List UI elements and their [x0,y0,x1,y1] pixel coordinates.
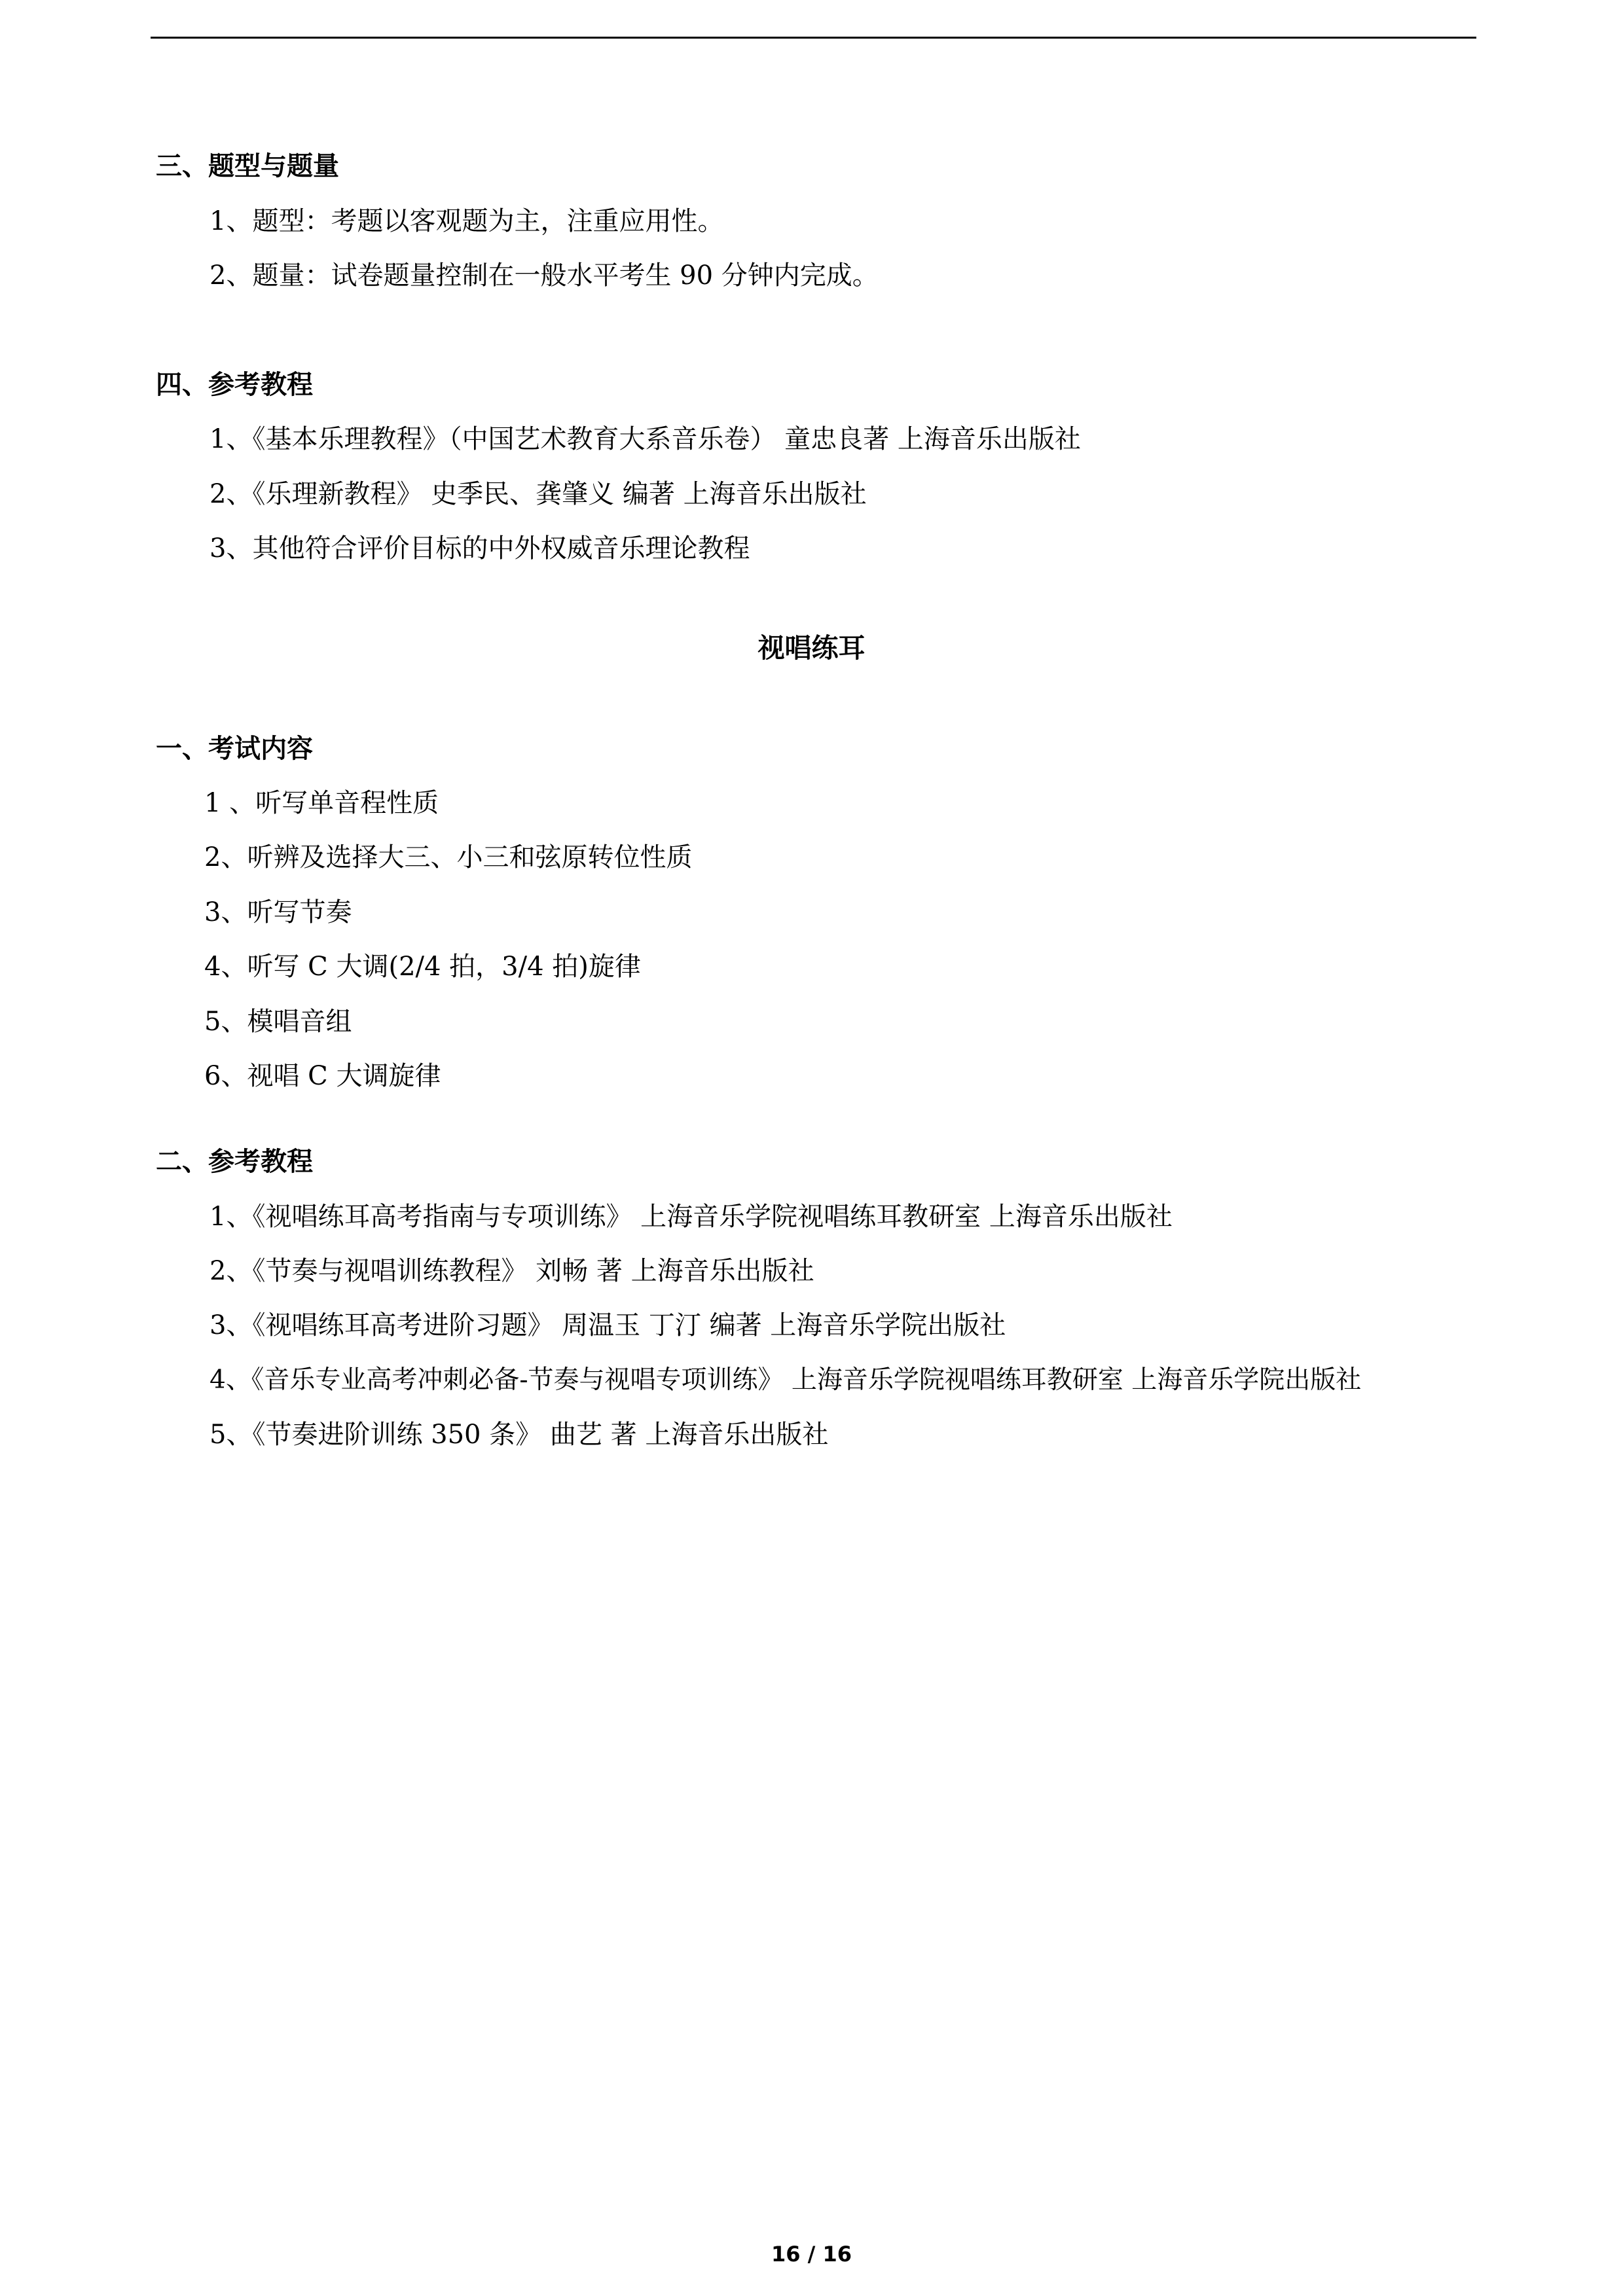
section3-heading: 三、题型与题量 [156,151,339,181]
exam-content-item-3: 3、听写节奏 [204,897,352,927]
section4-item-2: 2、《乐理新教程》 史季民、龚肇义 编著 上海音乐出版社 [210,479,867,509]
reference-item-5: 5、《节奏进阶训练 350 条》 曲艺 著 上海音乐出版社 [210,1420,829,1450]
section3-item-2: 2、题量：试卷题量控制在一般水平考生 90 分钟内完成。 [210,260,879,291]
exam-content-item-2: 2、听辨及选择大三、小三和弦原转位性质 [204,842,693,872]
exam-content-item-6: 6、视唱 C 大调旋律 [204,1061,441,1091]
exam-content-item-1: 1 、听写单音程性质 [204,788,439,818]
section4-item-3: 3、其他符合评价目标的中外权威音乐理论教程 [210,533,750,564]
section4-item-1: 1、《基本乐理教程》（中国艺术教育大系音乐卷） 童忠良著 上海音乐出版社 [210,424,1081,454]
exam-content-item-5: 5、模唱音组 [204,1007,352,1037]
page-number: 16 / 16 [771,2242,852,2267]
reference-item-4: 4、《音乐专业高考冲刺必备-节奏与视唱专项训练》 上海音乐学院视唱练耳教研室 上海音乐学院出版社 [210,1365,1362,1395]
section3-item-1: 1、题型：考题以客观题为主，注重应用性。 [210,206,724,236]
exam-content-item-4: 4、听写 C 大调(2/4 拍，3/4 拍)旋律 [204,952,641,982]
exam-content-heading: 一、考试内容 [156,734,313,764]
section4-heading: 四、参考教程 [156,370,313,400]
reference-item-1: 1、《视唱练耳高考指南与专项训练》 上海音乐学院视唱练耳教研室 上海音乐出版社 [210,1202,1173,1232]
header-rule [151,37,1476,39]
references-heading: 二、参考教程 [156,1147,313,1177]
solfege-title: 视唱练耳 [757,632,866,664]
reference-item-3: 3、《视唱练耳高考进阶习题》 周温玉 丁汀 编著 上海音乐学院出版社 [210,1310,1006,1340]
reference-item-2: 2、《节奏与视唱训练教程》 刘畅 著 上海音乐出版社 [210,1256,814,1286]
